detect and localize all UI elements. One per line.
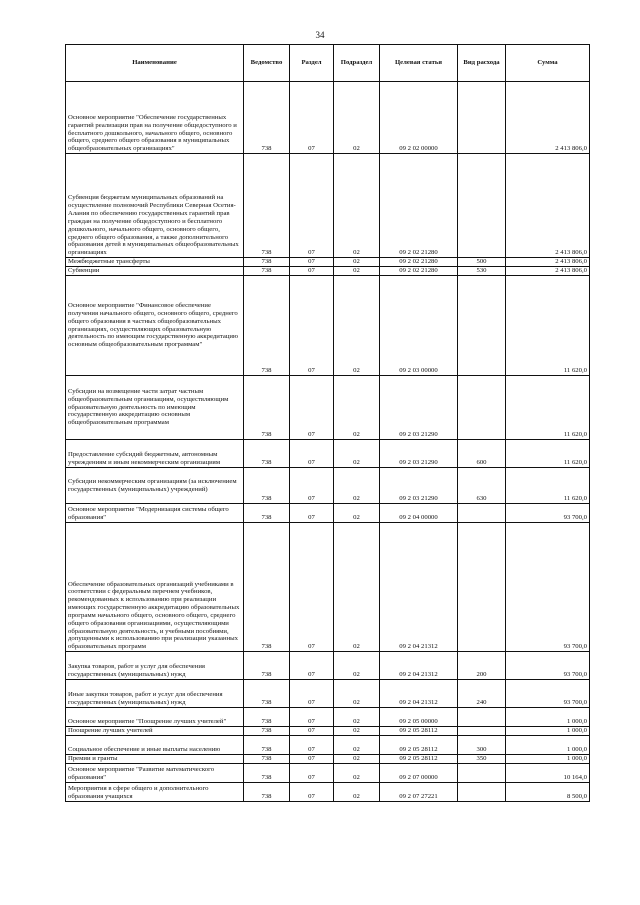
row-kind — [458, 276, 506, 376]
row-sum: 8 500,0 — [506, 783, 590, 802]
row-name: Основное мероприятие "Развитие математического образования" — [66, 764, 244, 783]
row-target: 09 2 02 21280 — [380, 258, 458, 267]
row-kind: 240 — [458, 680, 506, 708]
table-header-row — [66, 45, 590, 82]
row-dept: 738 — [244, 154, 290, 258]
row-target: 09 2 04 21312 — [380, 523, 458, 652]
row-target: 09 2 05 28112 — [380, 755, 458, 764]
row-dept: 738 — [244, 267, 290, 276]
row-section: 07 — [290, 523, 334, 652]
row-sum: 11 620,0 — [506, 376, 590, 440]
row-dept: 738 — [244, 258, 290, 267]
table-row — [66, 267, 590, 276]
table-row — [66, 523, 590, 652]
row-target: 09 2 03 21290 — [380, 468, 458, 504]
row-dept: 738 — [244, 276, 290, 376]
row-section: 07 — [290, 440, 334, 468]
row-name: Субвенции — [66, 267, 244, 276]
table-row — [66, 708, 590, 727]
row-kind: 200 — [458, 652, 506, 680]
table-row — [66, 736, 590, 755]
row-sum: 1 000,0 — [506, 736, 590, 755]
table-row — [66, 468, 590, 504]
row-section: 07 — [290, 652, 334, 680]
row-target: 09 2 07 00000 — [380, 764, 458, 783]
row-sum: 93 700,0 — [506, 523, 590, 652]
row-subsection: 02 — [334, 258, 380, 267]
row-name: Поощрение лучших учителей — [66, 727, 244, 736]
table-row — [66, 440, 590, 468]
row-subsection: 02 — [334, 276, 380, 376]
column-header-dept: Ведомство — [244, 45, 290, 82]
row-target: 09 2 03 00000 — [380, 276, 458, 376]
row-kind: 500 — [458, 258, 506, 267]
row-kind — [458, 504, 506, 523]
row-dept: 738 — [244, 783, 290, 802]
row-section: 07 — [290, 82, 334, 154]
row-subsection: 02 — [334, 468, 380, 504]
table-row — [66, 504, 590, 523]
row-subsection: 02 — [334, 680, 380, 708]
row-section: 07 — [290, 258, 334, 267]
row-dept: 738 — [244, 440, 290, 468]
row-target: 09 2 05 28112 — [380, 736, 458, 755]
row-kind — [458, 783, 506, 802]
row-target: 09 2 04 21312 — [380, 680, 458, 708]
row-subsection: 02 — [334, 783, 380, 802]
row-section: 07 — [290, 783, 334, 802]
row-kind — [458, 708, 506, 727]
row-section: 07 — [290, 727, 334, 736]
row-kind — [458, 376, 506, 440]
table-row — [66, 680, 590, 708]
row-target: 09 2 07 27221 — [380, 783, 458, 802]
row-target: 09 2 03 21290 — [380, 376, 458, 440]
row-subsection: 02 — [334, 736, 380, 755]
budget-table — [65, 44, 590, 802]
table-row — [66, 755, 590, 764]
row-subsection: 02 — [334, 764, 380, 783]
column-header-target: Целевая статья — [380, 45, 458, 82]
row-dept: 738 — [244, 736, 290, 755]
row-name: Основное мероприятие "Финансовое обеспечение получения начального общего, основного общего, среднего общего образования в частных общеобразовательных организациях, осуществляющих образовательную деятельность по имеющим государственную аккредитацию основным общеобразовательным программам" — [66, 276, 244, 376]
row-subsection: 02 — [334, 504, 380, 523]
row-sum: 93 700,0 — [506, 504, 590, 523]
row-kind — [458, 82, 506, 154]
row-name: Основное мероприятие "Обеспечение государственных гарантий реализации прав на получение общедоступного и бесплатного дошкольного, начального общего, основного общего, среднего общего образования в муниципальных общеобразовательных организациях" — [66, 82, 244, 154]
row-dept: 738 — [244, 376, 290, 440]
row-name: Закупка товаров, работ и услуг для обеспечения государственных (муниципальных) нужд — [66, 652, 244, 680]
row-dept: 738 — [244, 652, 290, 680]
row-sum: 1 000,0 — [506, 708, 590, 727]
row-name: Иные закупки товаров, работ и услуг для обеспечения государственных (муниципальных) нужд — [66, 680, 244, 708]
row-dept: 738 — [244, 504, 290, 523]
row-dept: 738 — [244, 680, 290, 708]
row-dept: 738 — [244, 708, 290, 727]
row-sum: 2 413 806,0 — [506, 258, 590, 267]
row-dept: 738 — [244, 755, 290, 764]
table-row — [66, 258, 590, 267]
row-section: 07 — [290, 764, 334, 783]
table-row — [66, 276, 590, 376]
row-target: 09 2 03 21290 — [380, 440, 458, 468]
row-name: Основное мероприятие "Поощрение лучших учителей" — [66, 708, 244, 727]
row-sum: 93 700,0 — [506, 652, 590, 680]
row-target: 09 2 04 00000 — [380, 504, 458, 523]
row-target: 09 2 02 21280 — [380, 154, 458, 258]
row-dept: 738 — [244, 523, 290, 652]
column-header-subsection: Подраздел — [334, 45, 380, 82]
page-number: 34 — [315, 30, 325, 40]
row-section: 07 — [290, 376, 334, 440]
row-kind — [458, 764, 506, 783]
row-subsection: 02 — [334, 523, 380, 652]
table-row — [66, 652, 590, 680]
row-section: 07 — [290, 680, 334, 708]
row-name: Предоставление субсидий бюджетным, автономным учреждениям и иным некоммерческим организациям — [66, 440, 244, 468]
row-target: 09 2 05 28112 — [380, 727, 458, 736]
row-dept: 738 — [244, 764, 290, 783]
row-kind: 530 — [458, 267, 506, 276]
row-sum: 11 620,0 — [506, 468, 590, 504]
row-kind: 630 — [458, 468, 506, 504]
table-row — [66, 764, 590, 783]
row-sum: 10 164,0 — [506, 764, 590, 783]
row-target: 09 2 04 21312 — [380, 652, 458, 680]
row-kind — [458, 523, 506, 652]
row-kind: 300 — [458, 736, 506, 755]
row-sum: 1 000,0 — [506, 755, 590, 764]
row-name: Межбюджетные трансферты — [66, 258, 244, 267]
row-name: Субвенция бюджетам муниципальных образований на осуществление полномочий Республики Северная Осетия-Алания по обеспечению государственных гарантий прав граждан на получение общедоступного и бесплатного дошкольного, начального общего, основного общего, среднего общего образования, а также дополнительного образования детей в муниципальных общеобразовательных организациях — [66, 154, 244, 258]
row-name: Премии и гранты — [66, 755, 244, 764]
row-target: 09 2 05 00000 — [380, 708, 458, 727]
row-subsection: 02 — [334, 755, 380, 764]
column-header-section: Раздел — [290, 45, 334, 82]
row-subsection: 02 — [334, 708, 380, 727]
row-name: Основное мероприятие "Модернизация системы общего образования" — [66, 504, 244, 523]
row-kind: 600 — [458, 440, 506, 468]
row-section: 07 — [290, 276, 334, 376]
table-row — [66, 154, 590, 258]
row-subsection: 02 — [334, 82, 380, 154]
row-sum: 11 620,0 — [506, 276, 590, 376]
row-sum: 1 000,0 — [506, 727, 590, 736]
row-kind: 350 — [458, 755, 506, 764]
row-kind — [458, 727, 506, 736]
row-section: 07 — [290, 267, 334, 276]
row-subsection: 02 — [334, 267, 380, 276]
row-sum: 11 620,0 — [506, 440, 590, 468]
row-subsection: 02 — [334, 154, 380, 258]
row-section: 07 — [290, 154, 334, 258]
row-section: 07 — [290, 755, 334, 764]
row-section: 07 — [290, 468, 334, 504]
row-dept: 738 — [244, 727, 290, 736]
row-section: 07 — [290, 504, 334, 523]
row-sum: 2 413 806,0 — [506, 267, 590, 276]
row-name: Обеспечение образовательных организаций учебниками в соответствии с федеральным перечнем учебников, рекомендованных к использованию при реализации имеющих государственную аккредитацию образовательных программ начального общего, основного общего, среднего общего образования организациями, осуществляющими образовательную деятельность, и учебными пособиями, допущенными к использованию при реализации указанных образовательных программ — [66, 523, 244, 652]
row-target: 09 2 02 21280 — [380, 267, 458, 276]
row-section: 07 — [290, 736, 334, 755]
row-subsection: 02 — [334, 376, 380, 440]
row-kind — [458, 154, 506, 258]
row-subsection: 02 — [334, 440, 380, 468]
row-sum: 93 700,0 — [506, 680, 590, 708]
row-section: 07 — [290, 708, 334, 727]
column-header-name: Наименование — [66, 45, 244, 82]
row-subsection: 02 — [334, 727, 380, 736]
column-header-kind: Вид расхода — [458, 45, 506, 82]
row-dept: 738 — [244, 468, 290, 504]
row-subsection: 02 — [334, 652, 380, 680]
column-header-sum: Сумма — [506, 45, 590, 82]
table-row — [66, 727, 590, 736]
row-target: 09 2 02 00000 — [380, 82, 458, 154]
row-name: Субсидии на возмещение части затрат частным общеобразовательным организациям, осуществляющим образовательную деятельность по имеющим государственную аккредитацию основным общеобразовательным программам — [66, 376, 244, 440]
table-row — [66, 82, 590, 154]
row-sum: 2 413 806,0 — [506, 154, 590, 258]
table-row — [66, 376, 590, 440]
row-sum: 2 413 806,0 — [506, 82, 590, 154]
row-name: Субсидии некоммерческим организациям (за исключением государственных (муниципальных) учреждений) — [66, 468, 244, 504]
row-name: Социальное обеспечение и иные выплаты населению — [66, 736, 244, 755]
row-name: Мероприятия в сфере общего и дополнительного образования учащихся — [66, 783, 244, 802]
row-dept: 738 — [244, 82, 290, 154]
table-row — [66, 783, 590, 802]
